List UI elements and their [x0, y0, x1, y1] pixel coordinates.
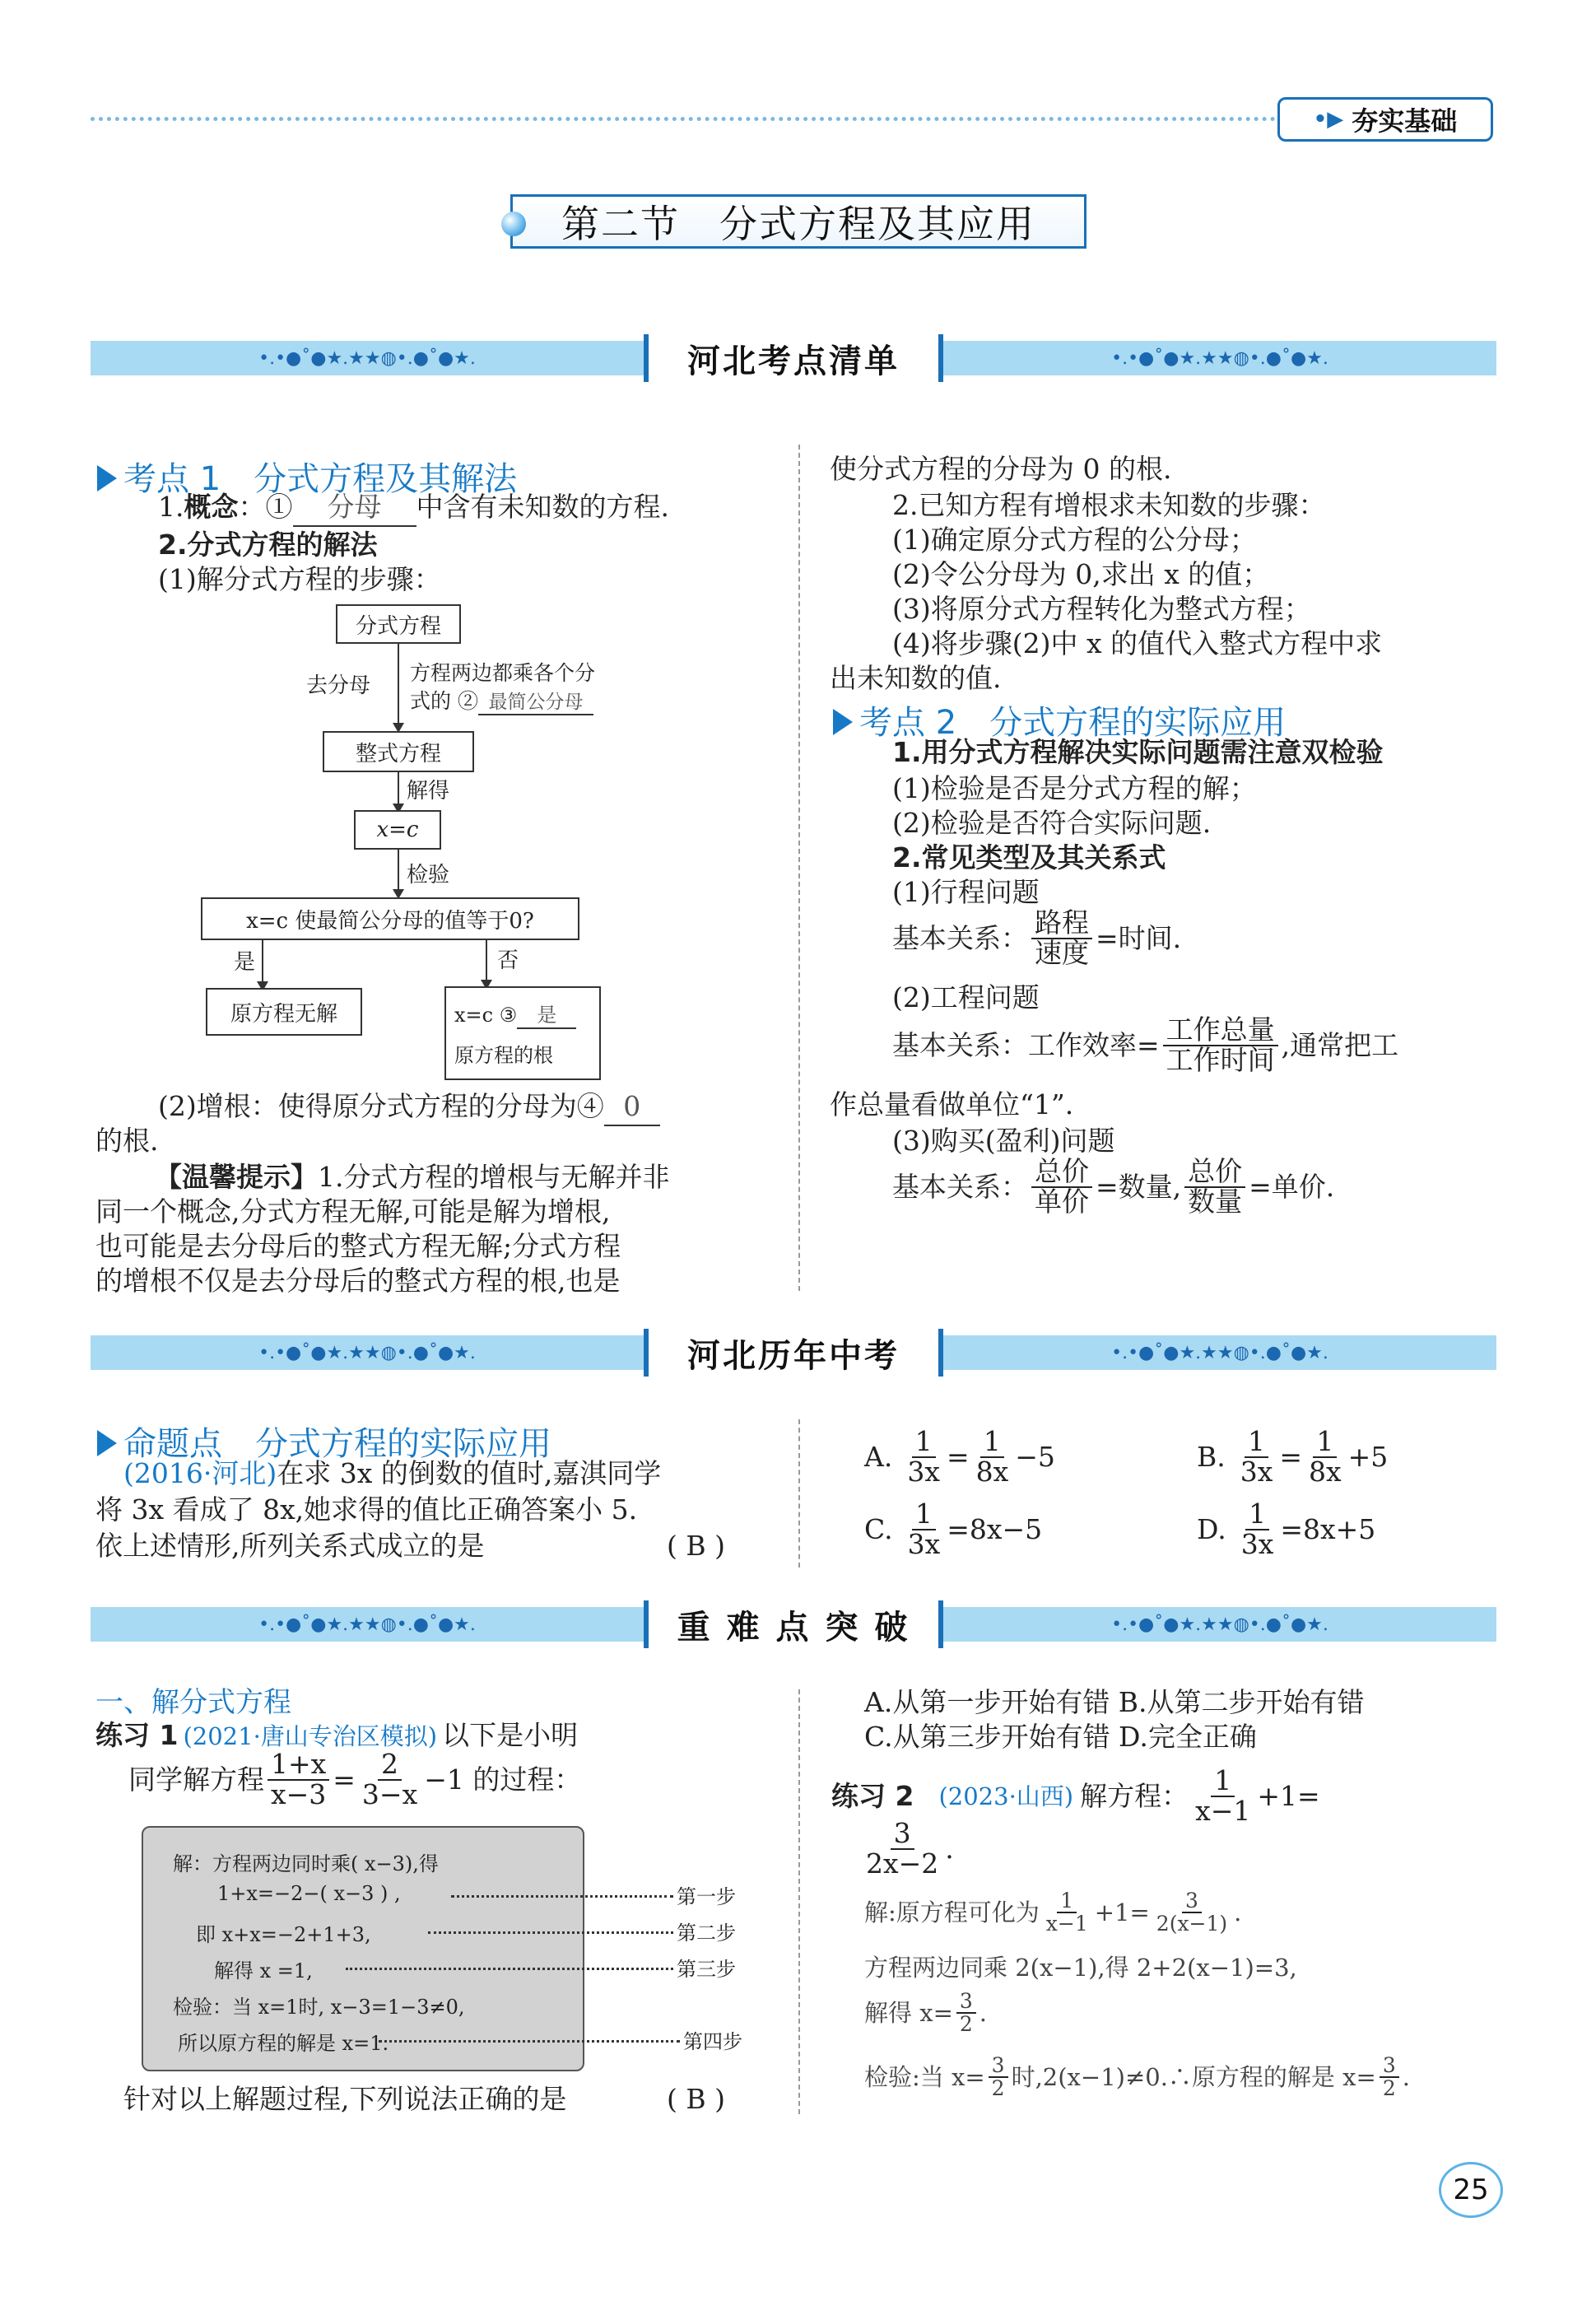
tip-line-3: 也可能是去分母后的整式方程无解;分式方程 — [95, 1230, 621, 1262]
right-line-4: (2)令公分母为 0,求出 x 的值； — [892, 558, 1270, 590]
flow-label-yes: 是 — [234, 950, 256, 975]
tip-line-4: 的增根不仅是去分母后的整式方程的根,也是 — [95, 1265, 621, 1297]
flow-line — [398, 772, 399, 805]
solution-line-3: 即 x+x=−2+1+3, — [196, 1923, 371, 1946]
flow-label-no: 否 — [497, 948, 519, 973]
exercise-2-line-2: $\frac{3}{2x-2}$ . — [866, 1817, 954, 1880]
right-line-11: 2.常见类型及其关系式 — [892, 841, 1166, 873]
flow-box-fractional-equation: 分式方程 — [336, 604, 461, 644]
solution-box — [142, 1826, 584, 2071]
solution-line-2: 1+x=−2−( x−3 ) , — [217, 1882, 401, 1905]
right-line-2: 2.已知方程有增根求未知数的步骤： — [892, 489, 1326, 521]
blank-2: 最简公分母 — [478, 687, 593, 715]
step-leader-1 — [451, 1895, 673, 1898]
banner-decoration-right: •.•●˚●★.★★◍•.●˚●★. — [943, 341, 1496, 375]
right-line-9: (1)检验是否是分式方程的解； — [892, 772, 1257, 804]
solution-line-5: 检验：当 x=1时, x−3=1−3≠0, — [173, 1996, 465, 2019]
arrow-icon: •▶ — [1313, 107, 1344, 132]
page-title-text: 第二节 分式方程及其应用 — [561, 202, 1035, 246]
page-title — [510, 194, 1086, 249]
flow-label-check: 检验 — [407, 863, 450, 887]
flow-box-integral-equation: 整式方程 — [323, 731, 474, 772]
triangle-icon — [97, 1430, 117, 1456]
flow-side-text-2: 式的 ② 最简公分母 — [410, 685, 593, 715]
step-label-2: 第二步 — [677, 1922, 736, 1945]
right-line-14: (2)工程问题 — [892, 981, 1040, 1013]
steps-heading: (1)解分式方程的步骤： — [158, 563, 441, 595]
column-divider — [798, 445, 800, 1291]
right-line-6: (4)将步骤(2)中 x 的值代入整式方程中求 — [892, 627, 1383, 659]
triangle-icon — [833, 709, 853, 735]
blank-3: 是 — [517, 999, 576, 1029]
flow-box-root: x=c ③ 是 原方程的根 — [444, 986, 601, 1080]
flow-line — [398, 644, 399, 724]
purchase-formula: 基本关系： $\frac{\text{总价}}{\text{单价}}$ =数量, $\frac{\text{总价}}{\text{数量}}$ =单价. — [892, 1155, 1335, 1218]
exercise-2-solution-4: 检验:当 x= $\frac{3}{2}$ 时,2(x−1)≠0.∴原方程的解是 x= $\frac{3}{2}$ . — [864, 2053, 1410, 2101]
banner-decoration-left: •.•●˚●★.★★◍•.●˚●★. — [91, 341, 644, 375]
section-tag-label: 夯实基础 — [1352, 105, 1458, 137]
right-line-1: 使分式方程的分母为 0 的根. — [830, 453, 1172, 485]
concept-line: 1.概念：① 分母 中含有未知数的方程. — [158, 489, 669, 527]
answer-2: ( B ) — [667, 2083, 725, 2115]
right-line-10: (2)检验是否符合实际问题. — [892, 807, 1212, 839]
method-heading: 2.分式方程的解法 — [158, 529, 378, 561]
flow-label-solve: 解得 — [407, 779, 450, 804]
step-leader-4 — [379, 2040, 680, 2043]
banner-decoration-right: •.•●˚●★.★★◍•.●˚●★. — [943, 1607, 1496, 1642]
solution-line-4: 解得 x =1, — [214, 1959, 313, 1982]
exercise-1-question: 针对以上解题过程,下列说法正确的是 — [123, 2083, 567, 2115]
exercise-2-solution-2: 方程两边同乘 2(x−1),得 2+2(x−1)=3, — [864, 1954, 1297, 1982]
question-line-2: 将 3x 看成了 8x,她求得的值比正确答案小 5. — [95, 1493, 638, 1526]
header-dotted-rule — [91, 117, 1276, 121]
answer-1: ( B ) — [667, 1530, 725, 1562]
exercise-1-line-1: 练习 1 (2021·唐山专治区模拟) 以下是小明 — [95, 1719, 579, 1751]
right-line-12: (1)行程问题 — [892, 876, 1040, 908]
travel-formula: 基本关系： $\frac{\text{路程}}{\text{速度}}$ =时间. — [892, 906, 1182, 969]
right-line-3: (1)确定原分式方程的公分母； — [892, 524, 1257, 556]
question-line-1: (2016·河北)在求 3x 的倒数的值时,嘉淇同学 — [123, 1457, 662, 1489]
flow-box-xc: x=c — [354, 810, 441, 850]
banner-label: 河北考点清单 — [644, 334, 943, 382]
blank-1: 分母 — [293, 489, 416, 527]
option-a[interactable]: A. $\frac{1}{3x}$ = $\frac{1}{8x}$ −5 — [864, 1425, 1055, 1488]
kaodian-2-text: 考点 2 分式方程的实际应用 — [859, 704, 1287, 742]
extraneous-root-line: (2)增根：使得原分式方程的分母为④ 0 — [158, 1088, 660, 1126]
exercise-1-options-2: C.从第三步开始有错 D.完全正确 — [864, 1721, 1257, 1753]
step-label-3: 第三步 — [677, 1958, 736, 1981]
blank-4: 0 — [604, 1088, 660, 1126]
right-line-16: 作总量看做单位“1”. — [830, 1088, 1074, 1120]
exercise-2-solution-1: 解:原方程可化为 $\frac{1}{x-1}$ +1= $\frac{3}{2(x-1)}$ . — [864, 1889, 1242, 1936]
triangle-icon — [97, 465, 117, 491]
banner-label: 重 难 点 突 破 — [644, 1600, 943, 1648]
column-divider — [798, 1689, 800, 2114]
kaodian-1-text: 考点 1 分式方程及其解法 — [123, 460, 518, 498]
exercise-2-solution-3: 解得 x= $\frac{3}{2}$ . — [864, 1989, 987, 2037]
exercise-1-options-1: A.从第一步开始有错 B.从第二步开始有错 — [864, 1686, 1365, 1718]
flow-line — [398, 850, 399, 891]
page-number: 25 — [1439, 2162, 1503, 2218]
flow-side-text-1: 方程两边都乘各个分 — [410, 661, 596, 685]
question-line-3: 依上述情形,所列关系式成立的是 — [95, 1530, 485, 1562]
work-formula: 基本关系：工作效率= $\frac{\text{工作总量}}{\text{工作时间}}$ ,通常把工 — [892, 1013, 1399, 1076]
right-line-5: (3)将原分式方程转化为整式方程； — [892, 593, 1311, 625]
right-line-7: 出未知数的值. — [830, 662, 1002, 694]
column-divider — [798, 1419, 800, 1568]
flow-line — [486, 940, 487, 981]
flow-label-remove-denominator: 去分母 — [306, 673, 371, 698]
tip-line-2: 同一个概念,分式方程无解,可能是解为增根, — [95, 1195, 611, 1228]
banner-kaodian — [91, 334, 1496, 382]
subsection-heading: 一、解分式方程 — [95, 1686, 291, 1719]
section-tag — [1277, 97, 1493, 142]
mingtidian-text: 命题点 分式方程的实际应用 — [123, 1425, 551, 1463]
step-label-4: 第四步 — [683, 2030, 742, 2053]
banner-zhongkao — [91, 1329, 1496, 1377]
banner-decoration-left: •.•●˚●★.★★◍•.●˚●★. — [91, 1607, 644, 1642]
banner-decoration-right: •.•●˚●★.★★◍•.●˚●★. — [943, 1335, 1496, 1370]
step-leader-3 — [346, 1968, 673, 1970]
tip-line-1: 【温馨提示】1.分式方程的增根与无解并非 — [155, 1161, 670, 1193]
option-c[interactable]: C. $\frac{1}{3x}$ =8x−5 — [864, 1498, 1043, 1560]
flow-box-check-condition: x=c 使最简公分母的值等于0? — [201, 897, 579, 940]
ball-icon — [501, 212, 526, 236]
exercise-2-line-1: 练习 2 (2023·山西) 解方程： $\frac{1}{x-1}$ +1= — [831, 1764, 1320, 1827]
flow-box-no-solution: 原方程无解 — [206, 988, 362, 1036]
option-b[interactable]: B. $\frac{1}{3x}$ = $\frac{1}{8x}$ +5 — [1197, 1425, 1389, 1488]
step-leader-2 — [428, 1931, 673, 1934]
solution-line-6: 所以原方程的解是 x=1. — [178, 2032, 389, 2055]
option-d[interactable]: D. $\frac{1}{3x}$ =8x+5 — [1197, 1498, 1376, 1560]
right-line-8: 1.用分式方程解决实际问题需注意双检验 — [892, 736, 1384, 768]
banner-zhongnandian — [91, 1600, 1496, 1648]
right-line-17: (3)购买(盈利)问题 — [892, 1125, 1115, 1157]
step-label-1: 第一步 — [677, 1885, 736, 1908]
solution-line-1: 解：方程两边同时乘( x−3),得 — [173, 1852, 439, 1875]
banner-label: 河北历年中考 — [644, 1329, 943, 1377]
exercise-1-line-2: 同学解方程 $\frac{1+x}{x-3}$ = $\frac{2}{3-x}$ −1 的过程： — [128, 1748, 582, 1810]
extraneous-root-end: 的根. — [95, 1125, 159, 1157]
flow-line — [262, 940, 263, 983]
banner-decoration-left: •.•●˚●★.★★◍•.●˚●★. — [91, 1335, 644, 1370]
